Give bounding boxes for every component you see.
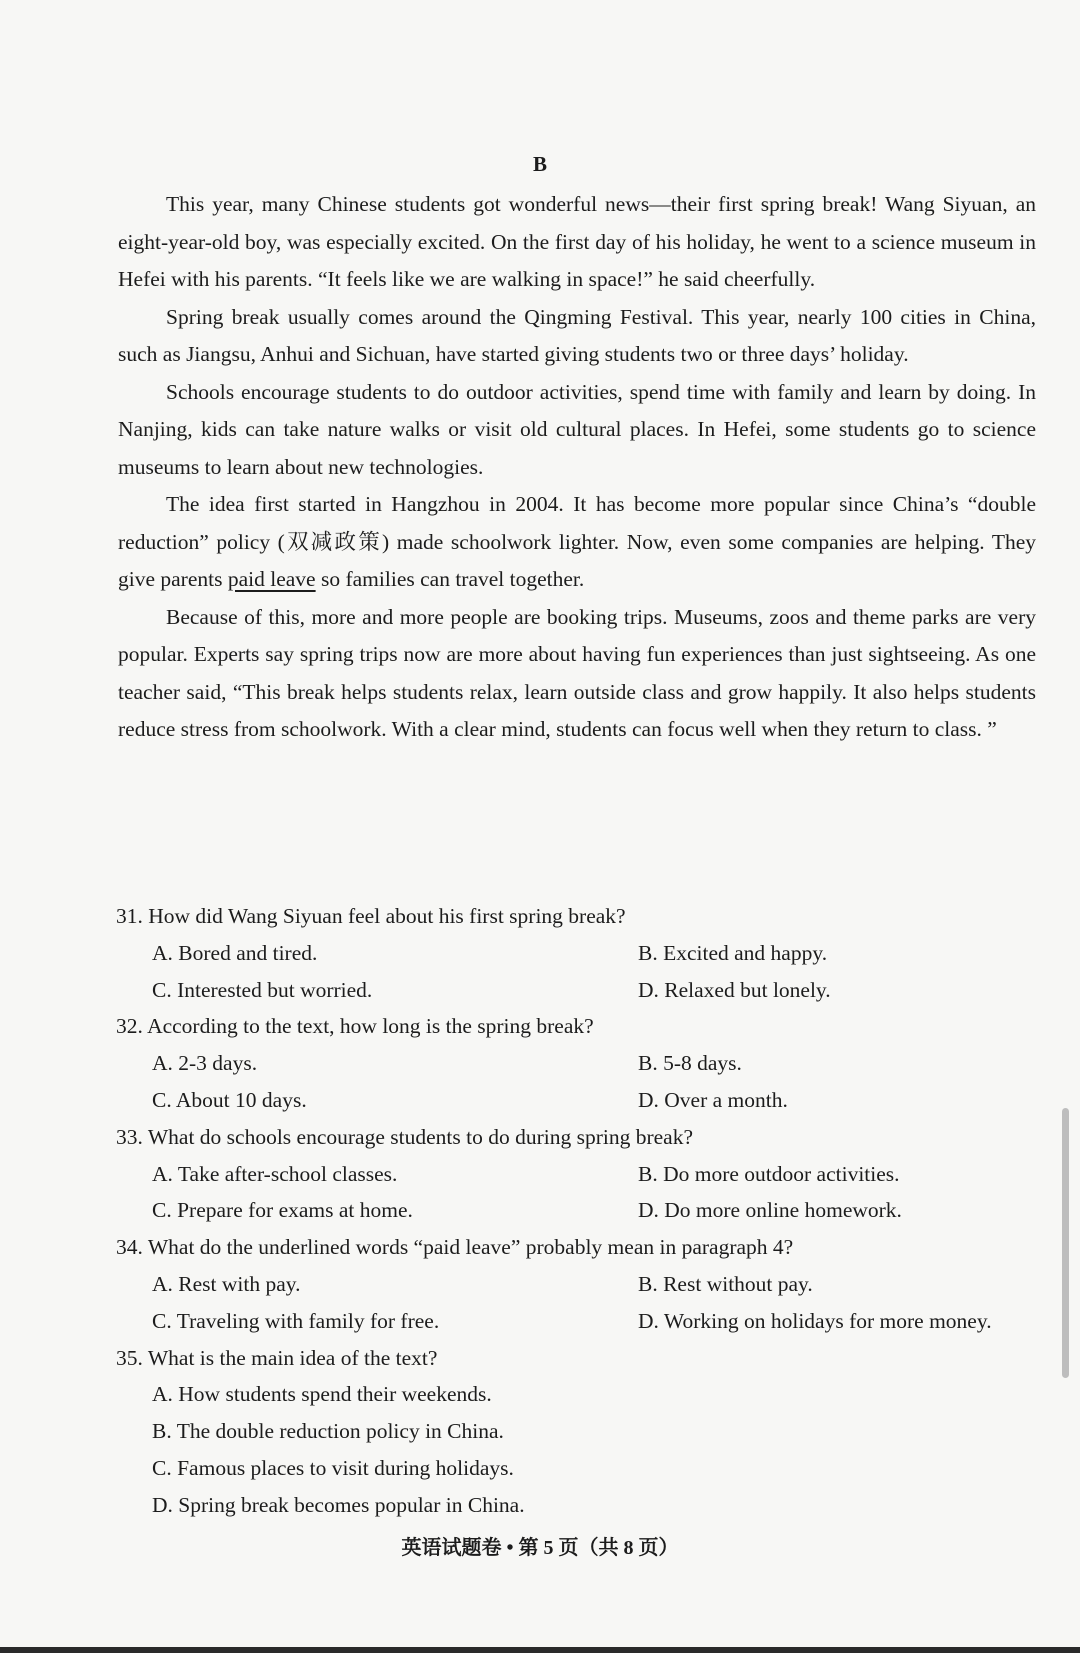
option-c: C. Traveling with family for free. — [152, 1308, 440, 1333]
option-d: D. Spring break becomes popular in China. — [152, 1492, 525, 1517]
options-row — [116, 1303, 1046, 1340]
option-b: B. 5-8 days. — [638, 1051, 742, 1076]
options-row — [116, 972, 1046, 1009]
options-row — [116, 935, 1046, 972]
question-33: 33. What do schools encourage students to do during spring break? — [116, 1124, 693, 1149]
reading-passage — [118, 186, 1036, 749]
option-d: D. Relaxed but lonely. — [638, 977, 831, 1002]
question-32: 32. According to the text, how long is the spring break? — [116, 1014, 594, 1039]
options-row — [116, 1192, 1046, 1229]
option-d: D. Do more online homework. — [638, 1198, 902, 1223]
option-a: A. Rest with pay. — [152, 1271, 301, 1296]
option-c: C. Prepare for exams at home. — [152, 1198, 413, 1223]
option-a: A. Bored and tired. — [152, 940, 318, 965]
question-list — [116, 898, 1046, 1524]
option-a: A. 2-3 days. — [152, 1051, 258, 1076]
paragraph-2: Spring break usually comes around the Qingming Festival. This year, nearly 100 cities in China, such as Jiangsu, Anhui and Sichuan, have started giving students two or three days’ holiday. — [118, 304, 1036, 366]
option-c: C. Famous places to visit during holidays. — [152, 1455, 514, 1480]
option-c: C. Interested but worried. — [152, 977, 373, 1002]
option-d: D. Over a month. — [638, 1087, 788, 1112]
paragraph-3: Schools encourage students to do outdoor activities, spend time with family and learn by doing. In Nanjing, kids can take nature walks or visit old cultural places. In Hefei, some students go to science museums to learn about new technologies. — [118, 379, 1036, 479]
question-34: 34. What do the underlined words “paid leave” probably mean in paragraph 4? — [116, 1235, 794, 1260]
bottom-edge-divider — [0, 1647, 1080, 1653]
options-row — [116, 1266, 1046, 1303]
options-row — [116, 1082, 1046, 1119]
option-d: D. Working on holidays for more money. — [638, 1308, 992, 1333]
underlined-phrase: paid leave — [227, 567, 316, 591]
paragraph-4-text-after: so families can travel together. — [315, 567, 585, 591]
question-35: 35. What is the main idea of the text? — [116, 1345, 438, 1370]
paragraph-5: Because of this, more and more people are booking trips. Museums, zoos and theme parks are very popular. Experts say spring trips now are more about having fun experiences than just sightseeing. As one teacher said, “This break helps students relax, learn outside class and grow happily. It also helps students reduce stress from schoolwork. With a clear mind, students can focus well when they return to class. ” — [118, 604, 1036, 741]
paragraph-4-text-before: The idea first started in Hangzhou in 2004. It has become more popular since China’s “double reduction” policy (双减政策) made schoolwork lighter. Now, even some companies are helping. They give parents — [118, 492, 1036, 591]
option-a: A. Take after-school classes. — [152, 1161, 398, 1186]
vertical-scrollbar[interactable] — [1062, 1108, 1069, 1378]
option-b: B. Excited and happy. — [638, 940, 828, 965]
option-b: B. Rest without pay. — [638, 1271, 813, 1296]
option-c: C. About 10 days. — [152, 1087, 307, 1112]
option-a: A. How students spend their weekends. — [152, 1382, 492, 1407]
paragraph-4 — [118, 486, 1036, 599]
option-b: B. Do more outdoor activities. — [638, 1161, 900, 1186]
paragraph-1: This year, many Chinese students got wonderful news—their first spring break! Wang Siyuan, an eight-year-old boy, was especially excited. On the first day of his holiday, he went to a science museum in Hefei with his parents. “It feels like we are walking in space!” he said cheerfully. — [118, 192, 1036, 291]
question-31: 31. How did Wang Siyuan feel about his first spring break? — [116, 904, 626, 928]
page-footer: 英语试题卷 • 第 5 页（共 8 页） — [401, 1537, 679, 1559]
options-row — [116, 1156, 1046, 1193]
options-row — [116, 1045, 1046, 1082]
option-b: B. The double reduction policy in China. — [152, 1419, 504, 1444]
section-label: B — [532, 152, 547, 176]
